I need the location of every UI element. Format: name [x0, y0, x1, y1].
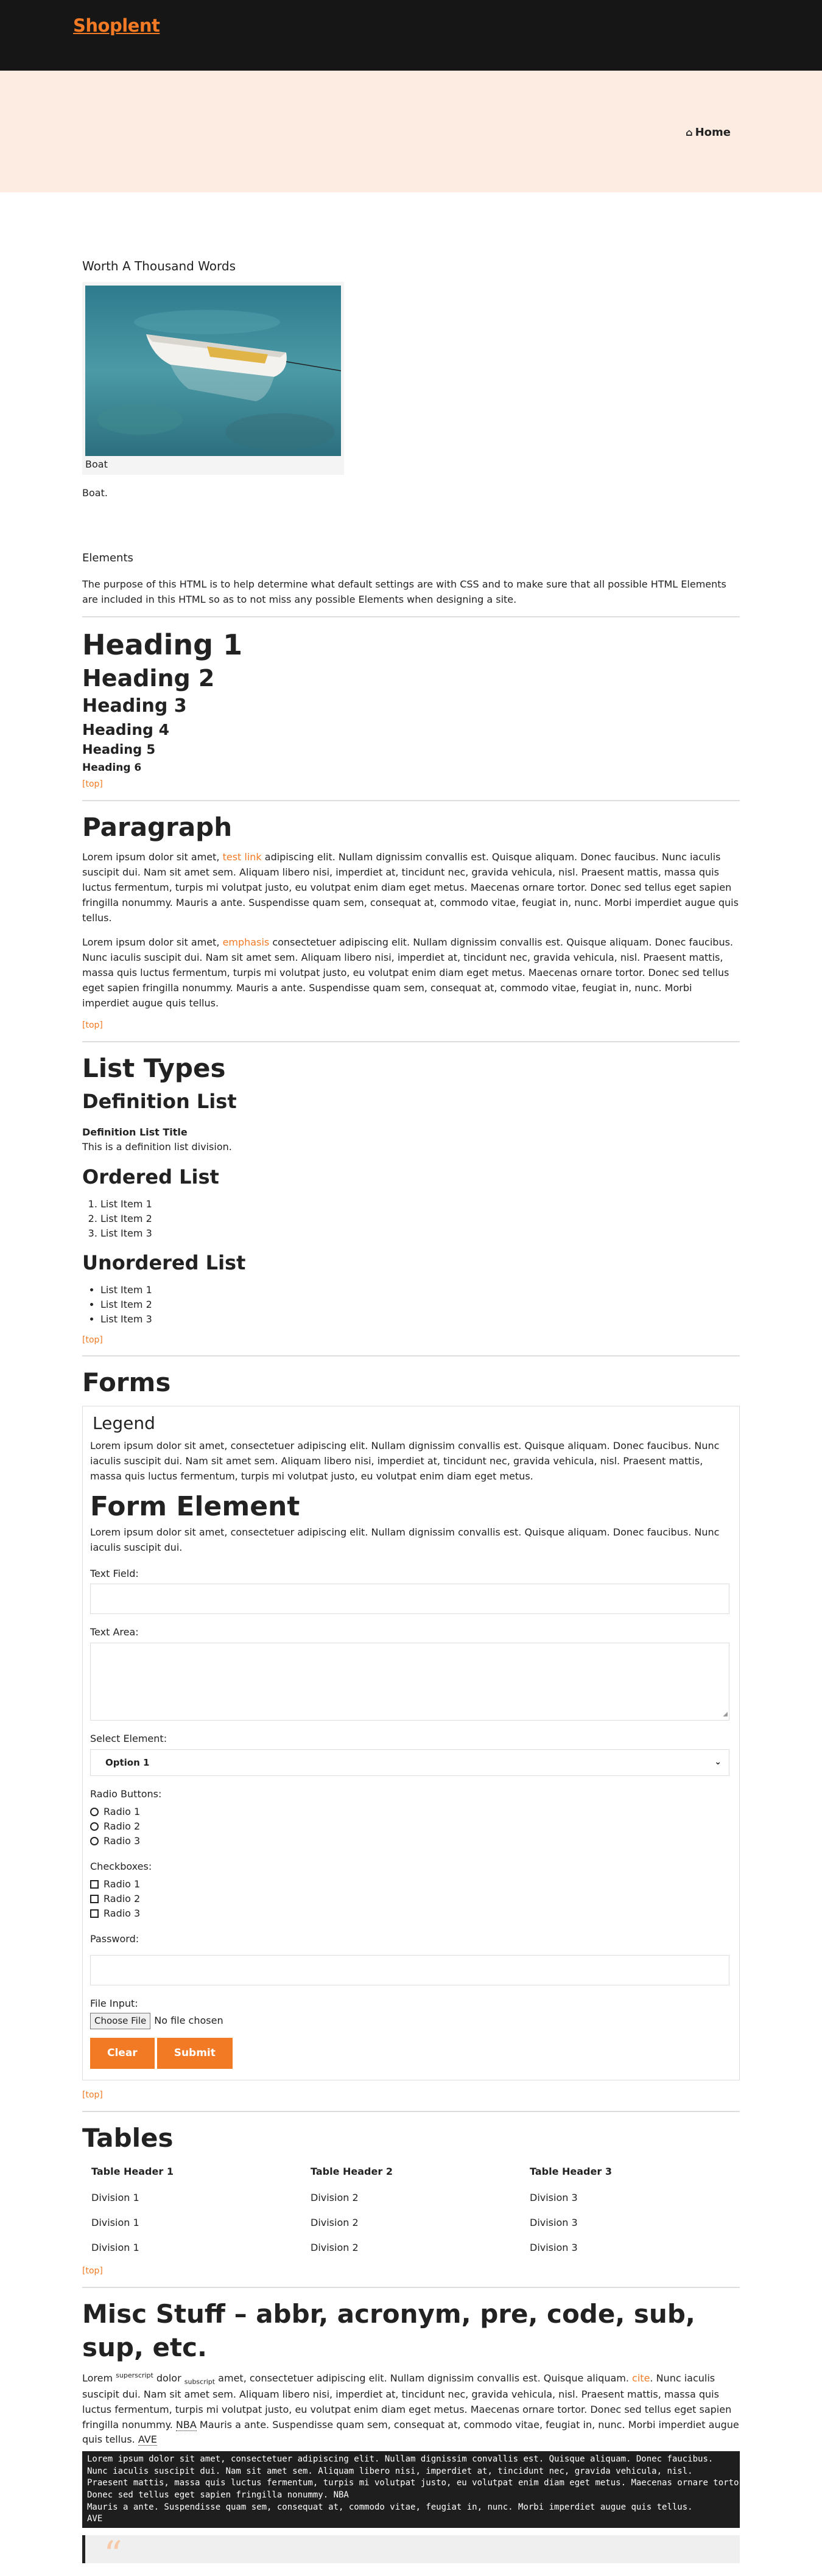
heading-4: Heading 4: [82, 721, 170, 739]
divider: [82, 2111, 740, 2112]
top-navbar: [0, 0, 822, 71]
ordered-list: [100, 1197, 740, 1241]
misc-paragraph: Lorem $^{superscript}$ dolor $_{subscript}$ amet, consectetuer adipiscing elit. Nullam dignissim convallis est. Quisque aliquam. cite. Nunc iaculis suscipit dui. Nam sit amet sem. Aliquam libero nisi, imperdiet at, tincidunt nec, gravida vehicula, nisl. Praesent mattis, massa quis luctus fermentum, turpis mi volutpat justo, eu volutpat enim diam eget metus. Maecenas ornare tortor. Donec sed tellus eget sapien fringilla nonummy. NBA Mauris a ante. Suspendisse quam sem, consequat at, commodo vitae, feugiat in, nunc. Morbi imperdiet augue quis tellus. AVE: [82, 2371, 739, 2446]
radio-option[interactable]: Radio 1: [90, 1805, 732, 1819]
text-area-input[interactable]: [90, 1643, 729, 1721]
abbr-ave: AVE: [138, 2434, 157, 2446]
figure-after-text: Boat.: [82, 486, 108, 499]
radio-option[interactable]: Radio 2: [90, 1819, 732, 1834]
top-link[interactable]: [top]: [82, 2090, 103, 2100]
test-link[interactable]: test link: [222, 851, 262, 863]
elements-intro: The purpose of this HTML is to help determine what default settings are with CSS and to make sure that all possible HTML Elements are included in this HTML so as to not miss any possible Elements when designing a site.: [82, 578, 726, 606]
table-row: [82, 2186, 740, 2211]
heading-3: Heading 3: [82, 695, 187, 717]
radio-button[interactable]: [90, 1837, 99, 1845]
divider: [82, 2287, 740, 2288]
emphasis-text: emphasis: [222, 936, 270, 949]
figure-caption: Boat: [85, 458, 108, 470]
checkbox-option[interactable]: Radio 3: [90, 1906, 732, 1921]
clear-button[interactable]: Clear: [90, 2038, 155, 2068]
select-value: Option 1: [105, 1757, 150, 1769]
chevron-down-icon: ⌄: [714, 1757, 722, 1767]
table-cell: Division 1: [91, 2192, 139, 2203]
subscript-text: subscript: [184, 2378, 216, 2386]
boat-image: [85, 286, 341, 456]
radio-group-label: Radio Buttons:: [90, 1788, 162, 1800]
main-content: [0, 192, 822, 2576]
misc-title: Misc Stuff – abbr, acronym, pre, code, sub, sup, etc.: [82, 2299, 695, 2362]
divider: [82, 616, 740, 617]
figure-title: Worth A Thousand Words: [82, 259, 236, 273]
table-row: [82, 2236, 740, 2261]
radio-button[interactable]: [90, 1822, 99, 1831]
list-item: 3. List Item 3: [100, 1226, 740, 1241]
legend-text: Lorem ipsum dolor sit amet, consectetuer adipiscing elit. Nullam dignissim convallis est. Quisque aliquam. Donec faucibus. Nunc iaculis suscipit dui. Nam sit amet sem. Aliquam libero nisi, imperdiet at, tincidunt nec, gravida vehicula, nisl. Praesent mattis, massa quis luctus fermentum, turpis mi volutpat justo, eu volutpat enim diam eget metus.: [90, 1440, 720, 1483]
definition-description: This is a definition list division.: [82, 1141, 232, 1153]
forms-title: Forms: [82, 1367, 171, 1398]
preformatted-code: Lorem ipsum dolor sit amet, consectetuer adipiscing elit. Nullam dignissim convallis est. Quisque aliquam. Donec faucibus. Nunc iaculis suscipit dui. Nam sit amet sem. Aliquam libero nisi, imperdiet at, tincidunt nec, gravida vehicula, nisl. Praesent mattis, massa quis luctus fermentum, turpis mi volutpat justo, eu volutpat enim diam eget metus. Maecenas ornare tortor. Donec sed tellus eget sapien fringilla nonummy. NBA Mauris a ante. Suspendisse quam sem, consequat at, commodo vitae, feugiat in, nunc. Morbi imperdiet augue quis tellus. AVE: [82, 2451, 740, 2528]
top-link[interactable]: [top]: [82, 1020, 103, 1031]
resize-grip-icon[interactable]: ◢: [723, 1710, 728, 1718]
home-icon: ⌂: [686, 127, 693, 138]
top-link[interactable]: [top]: [82, 779, 103, 789]
select-element[interactable]: [90, 1749, 729, 1776]
file-status: No file chosen: [154, 2015, 223, 2027]
tables-title: Tables: [82, 2122, 174, 2153]
hero-banner: [0, 71, 822, 192]
table-cell: Division 2: [311, 2192, 359, 2203]
table-header: Table Header 2: [311, 2166, 393, 2178]
divider: [82, 1355, 740, 1356]
heading-2: Heading 2: [82, 664, 215, 692]
form-buttons: [90, 2038, 732, 2068]
brand-logo-link[interactable]: Shoplent: [73, 15, 160, 36]
form-element-title: Form Element: [90, 1490, 300, 1522]
checkbox-group: [90, 1877, 732, 1921]
checkbox[interactable]: [90, 1909, 99, 1918]
list-item: • List Item 3: [100, 1312, 740, 1327]
elements-title: Elements: [82, 551, 133, 564]
breadcrumb[interactable]: [686, 124, 731, 141]
table-cell: Division 3: [530, 2192, 578, 2203]
abbr-nba: NBA: [175, 2418, 197, 2430]
checkbox-option[interactable]: Radio 1: [90, 1877, 732, 1892]
list-item: • List Item 1: [100, 1283, 740, 1297]
submit-button[interactable]: Submit: [157, 2038, 233, 2068]
data-table: [82, 2158, 740, 2260]
checkbox[interactable]: [90, 1880, 99, 1889]
heading-1: Heading 1: [82, 628, 243, 662]
figure: [82, 282, 344, 475]
fieldset-legend: Legend: [93, 1413, 155, 1434]
paragraph-1: Lorem ipsum dolor sit amet, test link adipiscing elit. Nullam dignissim convallis est. Quisque aliquam. Donec faucibus. Nunc iaculis suscipit dui. Nam sit amet sem. Aliquam libero nisi, imperdiet at, tincidunt nec, gravida vehicula, nisl. Praesent mattis, massa quis luctus fermentum, turpis mi volutpat justo, eu volutpat enim diam eget metus. Maecenas ornare tortor. Donec sed tellus eget sapien fringilla nonummy. Mauris a ante. Suspendisse quam sem, consequat at, commodo vitae, feugiat in, nunc. Morbi imperdiet augue quis tellus.: [82, 851, 739, 924]
password-input[interactable]: [90, 1955, 729, 1985]
checkbox-group-label: Checkboxes:: [90, 1860, 152, 1872]
list-item: 1. List Item 1: [100, 1197, 740, 1212]
table-header: Table Header 3: [530, 2166, 612, 2178]
select-label: Select Element:: [90, 1733, 167, 1745]
paragraph-2: Lorem ipsum dolor sit amet, emphasis consectetuer adipiscing elit. Nullam dignissim convallis est. Quisque aliquam. Donec faucibus. Nunc iaculis suscipit dui. Nam sit amet sem. Aliquam libero nisi, imperdiet at, tincidunt nec, gravida vehicula, nisl. Praesent mattis, massa quis luctus fermentum, turpis mi volutpat justo, eu volutpat enim diam eget metus. Maecenas ornare tortor. Donec sed tellus eget sapien fringilla nonummy. Mauris a ante. Suspendisse quam sem, consequat at, commodo vitae, feugiat in, nunc. Morbi imperdiet augue quis tellus.: [82, 936, 734, 1009]
quote-icon: “: [104, 2533, 122, 2576]
checkbox[interactable]: [90, 1895, 99, 1903]
list-types-title: List Types: [82, 1053, 226, 1084]
form-element-text: Lorem ipsum dolor sit amet, consectetuer adipiscing elit. Nullam dignissim convallis est. Quisque aliquam. Donec faucibus. Nunc iaculis suscipit dui.: [90, 1526, 720, 1553]
password-label: Password:: [90, 1932, 139, 1945]
radio-button[interactable]: [90, 1808, 99, 1816]
unordered-list: [100, 1283, 740, 1327]
text-field-input[interactable]: [90, 1584, 729, 1614]
ordered-list-title: Ordered List: [82, 1165, 219, 1189]
text-field-label: Text Field:: [90, 1567, 139, 1579]
table-header: Table Header 1: [91, 2166, 174, 2178]
file-input-label: File Input:: [90, 1998, 138, 2010]
cite-text: cite: [632, 2372, 650, 2384]
table-row: [82, 2211, 740, 2236]
divider: [82, 1041, 740, 1042]
checkbox-option[interactable]: Radio 2: [90, 1892, 732, 1906]
radio-group: [90, 1805, 732, 1848]
top-link[interactable]: [top]: [82, 1335, 103, 1345]
top-link[interactable]: [top]: [82, 2266, 103, 2276]
form-fieldset: [82, 1406, 740, 2080]
table-cell: Division 2: [311, 2216, 359, 2228]
text-area-label: Text Area:: [90, 1626, 139, 1638]
list-item: • List Item 2: [100, 1297, 740, 1312]
choose-file-button[interactable]: Choose File: [90, 2013, 150, 2029]
blockquote: [82, 2533, 740, 2576]
divider: [82, 800, 740, 801]
file-input: [90, 2013, 732, 2029]
table-cell: Division 2: [311, 2241, 359, 2253]
heading-5: Heading 5: [82, 742, 156, 757]
superscript-text: superscript: [116, 2371, 153, 2380]
definition-list-title: Definition List: [82, 1089, 237, 1113]
table-cell: Division 3: [530, 2216, 578, 2228]
radio-option[interactable]: Radio 3: [90, 1834, 732, 1848]
list-item: 2. List Item 2: [100, 1212, 740, 1226]
paragraph-section-title: Paragraph: [82, 812, 233, 842]
definition-term: Definition List Title: [82, 1126, 188, 1138]
heading-6: Heading 6: [82, 761, 142, 774]
unordered-list-title: Unordered List: [82, 1251, 246, 1274]
table-header-row: [82, 2158, 740, 2186]
table-cell: Division 1: [91, 2241, 139, 2253]
table-cell: Division 1: [91, 2216, 139, 2228]
table-cell: Division 3: [530, 2241, 578, 2253]
breadcrumb-home-label: Home: [695, 126, 731, 139]
